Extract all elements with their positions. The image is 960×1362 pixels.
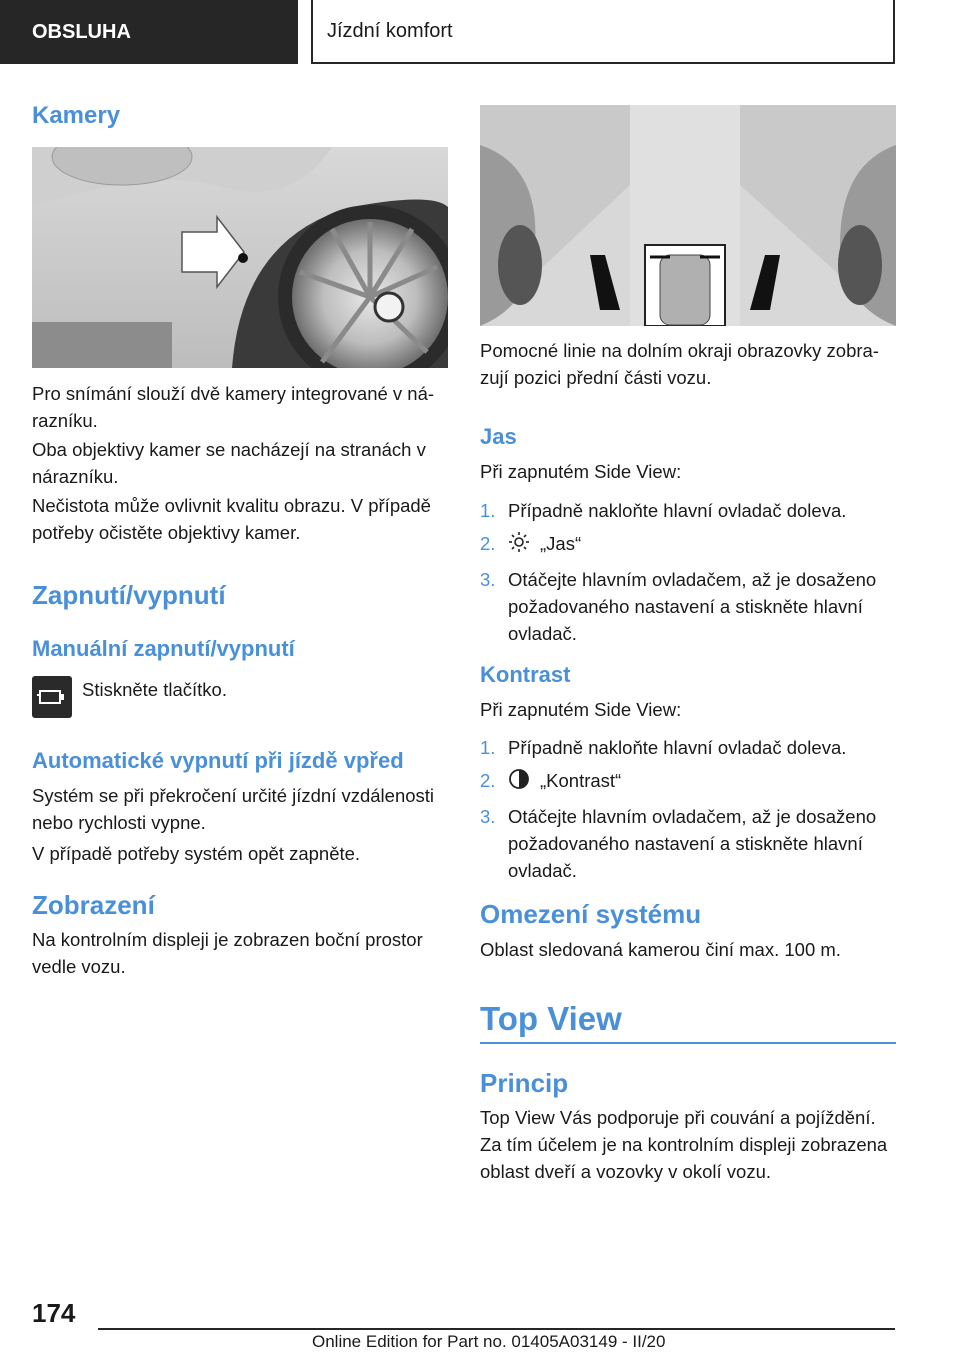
section-title: OBSLUHA xyxy=(32,20,131,43)
kontrast-steps xyxy=(480,734,896,884)
step-text: „Kontrast“ xyxy=(540,770,622,791)
step-text: Otáčejte hlavním ovladačem, až je dosaženo požadovaného nastavení a stiskněte hlavní ovladač. xyxy=(508,568,877,644)
topview-heading: Top View xyxy=(480,1000,622,1037)
list-item xyxy=(480,497,896,524)
edition-note: Online Edition for Part no. 01405A03149 - II/20 xyxy=(312,1332,666,1351)
princip-text: Top View Vás podporuje při couvání a pojíždění. Za tím účelem je na kontrolním displeji zobrazena oblast dveří a vozovky v okolí vozu. xyxy=(480,1107,888,1182)
section-tab xyxy=(0,0,298,64)
chapter-tab xyxy=(311,0,895,64)
side-view-display-illustration xyxy=(480,105,896,326)
auto-text-1: Systém se při překročení určité jízdní vzdálenosti nebo rychlosti vypne. xyxy=(32,785,435,833)
section-divider xyxy=(480,1042,896,1044)
omezeni-heading: Omezení systému xyxy=(480,899,702,929)
list-item xyxy=(480,734,896,761)
omezeni-text: Oblast sledovaná kamerou činí max. 100 m. xyxy=(480,939,841,960)
list-item xyxy=(480,803,896,884)
jas-steps xyxy=(480,497,896,647)
step-number: 3. xyxy=(480,568,496,590)
illustration-caption: Pomocné linie na dolním okraji obrazovky zobra-zují pozici přední části vozu. xyxy=(480,340,879,388)
camera-location-illustration xyxy=(32,147,448,368)
kamery-text-3: Nečistota může ovlivnit kvalitu obrazu. V případě potřeby očistěte objektivy kamer. xyxy=(32,495,431,543)
step-text: Případně nakloňte hlavní ovladač doleva. xyxy=(508,737,847,758)
kontrast-heading: Kontrast xyxy=(480,662,571,687)
kamery-text-1: Pro snímání slouží dvě kamery integrované v ná-razníku. xyxy=(32,383,435,431)
princip-heading: Princip xyxy=(480,1068,569,1098)
brightness-icon xyxy=(508,531,530,560)
kamery-heading: Kamery xyxy=(32,102,121,129)
step-number: 1. xyxy=(480,737,496,758)
zobrazeni-heading: Zobrazení xyxy=(32,890,155,920)
step-text: Případně nakloňte hlavní ovladač doleva. xyxy=(508,500,847,521)
auto-text-2: V případě potřeby systém opět zapněte. xyxy=(32,843,361,864)
kontrast-intro: Při zapnutém Side View: xyxy=(480,699,682,720)
button-instruction: Stiskněte tlačítko. xyxy=(82,679,227,700)
zapnuti-heading: Zapnutí/vypnutí xyxy=(32,580,226,610)
jas-heading: Jas xyxy=(480,424,517,449)
zobrazeni-text: Na kontrolním displeji je zobrazen boční prostor vedle vozu. xyxy=(32,929,423,977)
step-number: 1. xyxy=(480,500,496,521)
list-item xyxy=(480,767,896,797)
footer-divider xyxy=(98,1328,895,1330)
kamery-text-2: Oba objektivy kamer se nacházejí na stranách v nárazníku. xyxy=(32,439,426,487)
manual-heading: Manuální zapnutí/vypnutí xyxy=(32,636,295,661)
contrast-icon xyxy=(508,768,530,797)
page-number: 174 xyxy=(32,1298,76,1328)
step-number: 3. xyxy=(480,805,496,827)
step-text: Otáčejte hlavním ovladačem, až je dosaženo požadovaného nastavení a stiskněte hlavní ovladač. xyxy=(508,805,877,881)
list-item xyxy=(480,566,896,647)
list-item xyxy=(480,530,896,560)
step-number: 2. xyxy=(480,770,496,791)
side-view-button-icon xyxy=(32,676,72,718)
step-text: „Jas“ xyxy=(540,533,582,554)
jas-intro: Při zapnutém Side View: xyxy=(480,461,682,482)
auto-heading: Automatické vypnutí při jízdě vpřed xyxy=(32,748,404,773)
step-number: 2. xyxy=(480,533,496,554)
chapter-title: Jízdní komfort xyxy=(327,19,453,42)
